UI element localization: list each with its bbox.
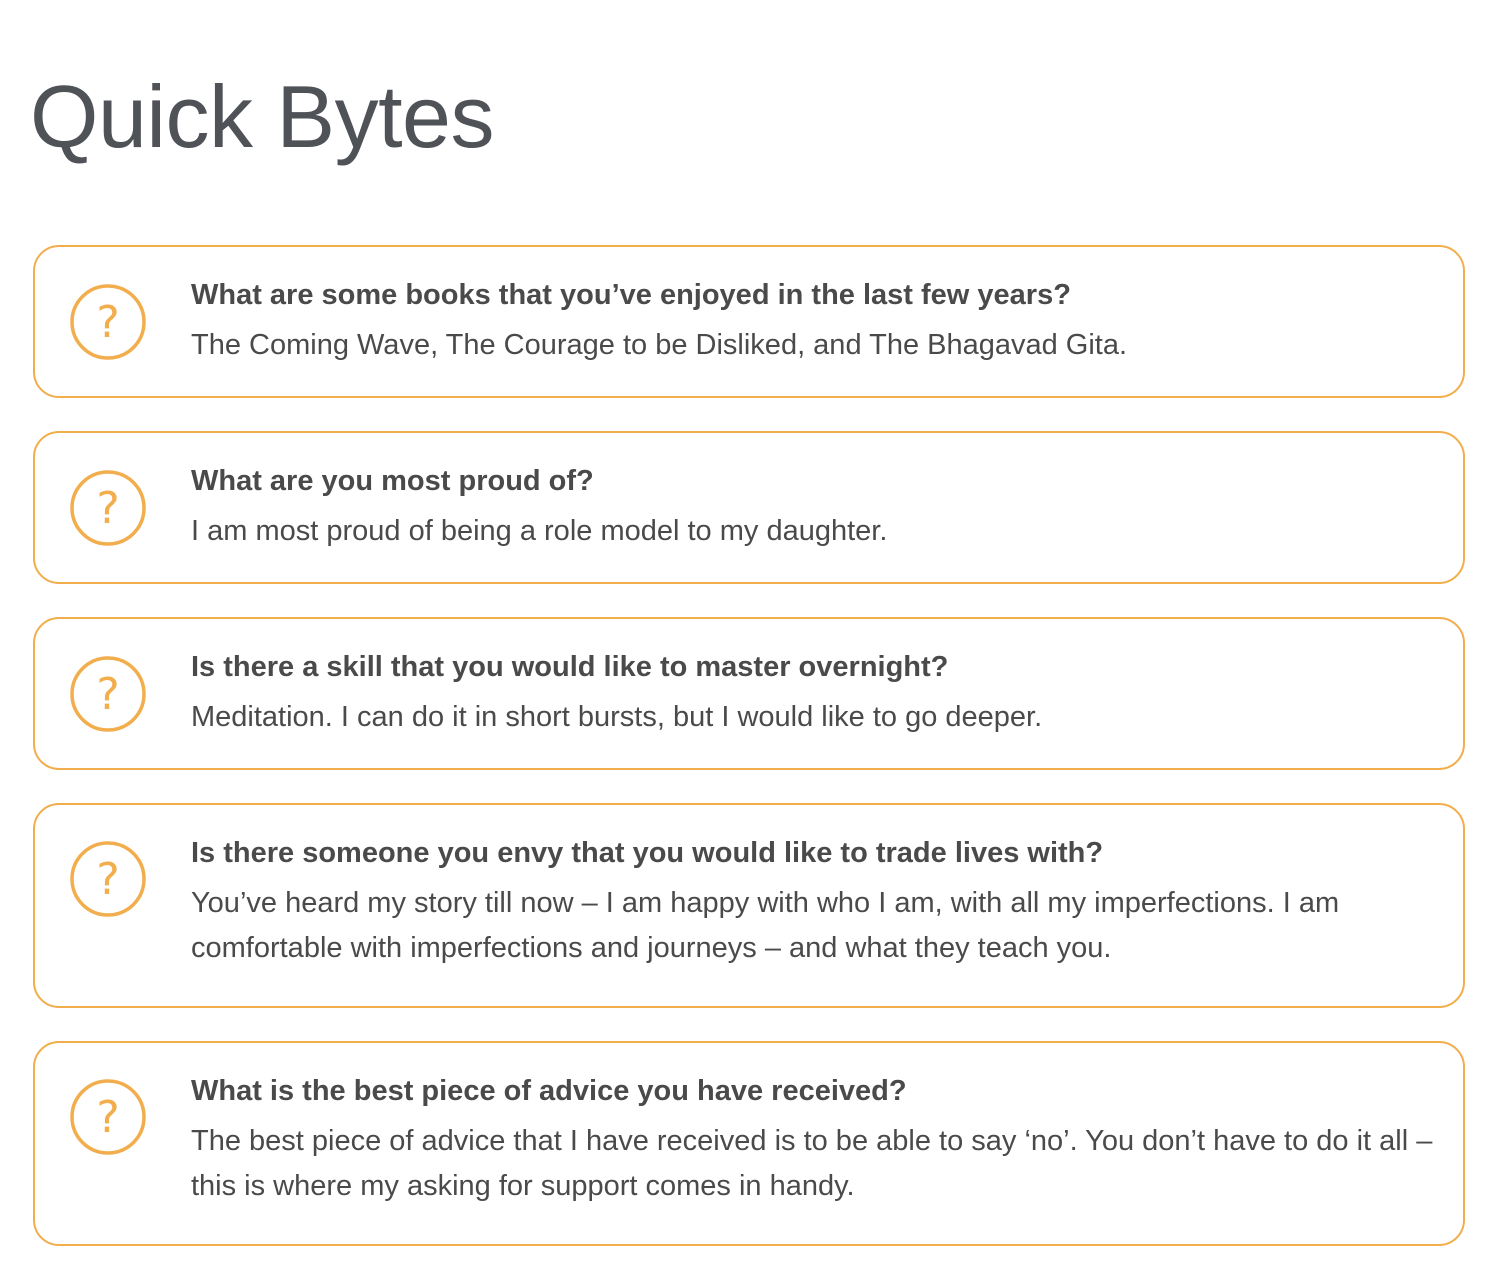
question-circle-icon [69,283,147,361]
question-circle-icon [69,469,147,547]
question-circle-icon [69,1078,147,1156]
svg-text:?: ? [96,483,120,534]
qa-card [33,431,1465,584]
question-circle-icon [69,840,147,918]
qa-card [33,245,1465,398]
svg-text:?: ? [96,854,120,905]
qa-answer: The Coming Wave, The Courage to be Disliked, and The Bhagavad Gita. [191,329,1128,361]
qa-answer: I am most proud of being a role model to my daughter. [191,515,888,547]
qa-card [33,1041,1465,1246]
qa-question: Is there a skill that you would like to master overnight? [191,651,949,683]
qa-answer: Meditation. I can do it in short bursts, but I would like to go deeper. [191,701,1043,733]
qa-card [33,617,1465,770]
qa-question: Is there someone you envy that you would like to trade lives with? [191,837,1104,869]
qa-list [33,245,1465,1246]
qa-question: What is the best piece of advice you have received? [191,1075,907,1107]
qa-answer: You’ve heard my story till now – I am happy with who I am, with all my imperfections. I am comfortable with imperfections and journeys – and what they teach you. [191,887,1340,964]
qa-answer: The best piece of advice that I have received is to be able to say ‘no’. You don’t have to do it all – this is where my asking for support comes in handy. [191,1125,1433,1202]
svg-text:?: ? [96,1092,120,1143]
qa-question: What are some books that you’ve enjoyed in the last few years? [191,279,1071,311]
svg-text:?: ? [96,669,120,720]
question-circle-icon [69,655,147,733]
page-title: Quick Bytes [30,67,494,166]
svg-text:?: ? [96,297,120,348]
qa-question: What are you most proud of? [191,465,594,497]
qa-card [33,803,1465,1008]
